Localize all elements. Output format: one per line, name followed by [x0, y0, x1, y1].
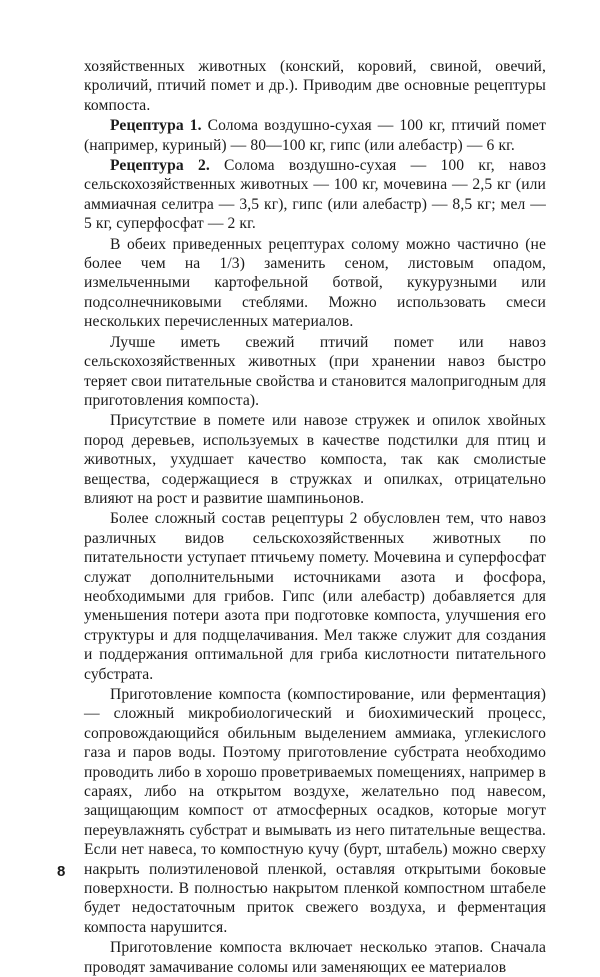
paragraph-recipe-2 [84, 156, 546, 234]
paragraph-stages: Приготовление компоста включает несколько этапов. Сначала проводят замачивание соломы или заменяющих ее материалов [84, 939, 546, 976]
paragraph-recipe-2-explanation: Более сложный состав рецептуры 2 обусловлен тем, что навоз различных видов сельскохозяйственных животных по питательности уступает птичьему помету. Мочевина и суперфосфат служат дополнительными источниками азота и фосфора, необходимыми для грибов. Гипс (или алебастр) добавляется для уменьшения потери азота при подготовке компоста, улучшения его структуры и для подщелачивания. Мел также служит для создания и поддержания оптимальной для гриба кислотности питательного субстрата. [84, 510, 546, 683]
paragraph-fresh-manure: Лучше иметь свежий птичий помет или навоз сельскохозяйственных животных (при хранении навоз быстро теряет свои питательные свойства и становится малопригодным для приготовления компоста). [84, 333, 546, 409]
body-text [84, 57, 546, 977]
paragraph-composting-process: Приготовление компоста (компостирование, или ферментация) — сложный микробиологический и биохимический процесс, сопровождающийся обильным выделением аммиака, углекислого газа и паров воды. Поэтому приготовление субстрата необходимо проводить либо в хорошо проветриваемых помещениях, например в сараях, либо на открытом воздухе, желательно под навесом, защищающим компост от атмосферных осадков, которые могут переувлажнять субстрат и вымывать из него питательные вещества. Если нет навеса, то компостную кучу (бурт, штабель) можно сверху накрыть полиэтиленовой пленкой, оставляя открытыми боковые поверхности. В полностью накрытом пленкой компостном штабеле будет недостаточным приток свежего воздуха, и ферментация компоста нарушится. [84, 686, 546, 936]
paragraph-substitutes: В обеих приведенных рецептурах солому можно частично (не более чем на 1/3) заменить сеном, листовым опадом, измельченными картофельной ботвой, кукурузными или подсолнечниковыми стеблями. Можно использовать смеси нескольких перечисленных материалов. [84, 235, 546, 331]
paragraph-sawdust: Присутствие в помете или навозе стружек и опилок хвойных пород деревьев, используемых в качестве подстилки для птиц и животных, ухудшает качество компоста, так как смолистые вещества, содержащиеся в стружках и опилках, отрицательно влияют на рост и развитие шампиньонов. [84, 412, 546, 507]
recipe-2-label: Рецептура 2. [110, 157, 210, 175]
page-number: 8 [57, 863, 66, 880]
paragraph-recipe-1 [84, 116, 546, 155]
paragraph-continued: хозяйственных животных (конский, коровий, свиной, овечий, кроличий, птичий помет и др.). Приводим две основные рецептуры компоста. [84, 58, 546, 114]
recipe-1-text: Солома воздушно-сухая — 100 кг, птичий помет (например, куриный) — 80—100 кг, гипс (или алебастр) — 6 кг. [84, 117, 546, 154]
recipe-1-label: Рецептура 1. [110, 117, 202, 135]
recipe-2-text: Солома воздушно-сухая — 100 кг, навоз сельскохозяйственных животных — 100 кг, мочевина — 2,5 кг (или аммиачная селитра — 3,5 кг), гипс (или алебастр) — 8,5 кг; мел — 5 кг, суперфосфат — 2 кг. [84, 157, 546, 233]
